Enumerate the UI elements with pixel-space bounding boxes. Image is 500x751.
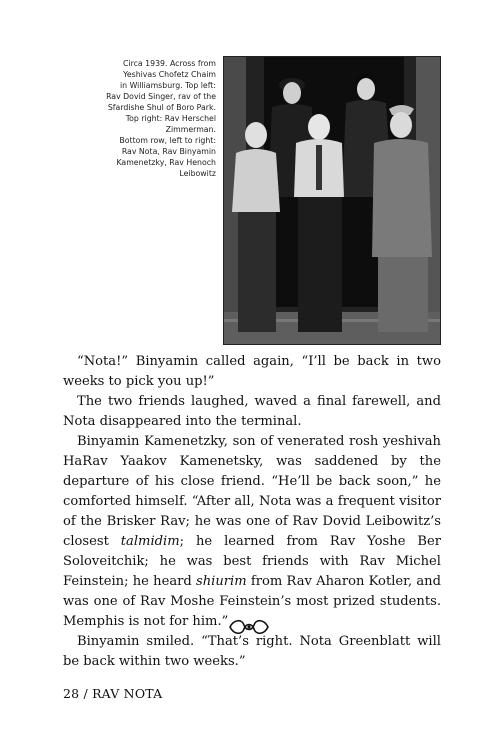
caption-line: Top right: Rav Herschel	[125, 114, 216, 123]
caption-line: Rav Dovid Singer, rav of the	[106, 92, 216, 101]
group-photo	[223, 56, 441, 345]
text-run: Binyamin Kamenetzky, son of venerated rosh yeshivah HaRav Yaakov Kamenetsky, was saddened by the departure of his close friend. “He’ll be back soon,” he comforted himself. “After all, Nota was a frequent visitor of the Brisker Rav; he was one of Rav Dovid Leibowitz’s closest	[63, 434, 441, 549]
caption-line: Kamenetzky, Rav Henoch	[116, 158, 216, 167]
paragraph: The two friends laughed, waved a final farewell, and Nota disappeared into the terminal.	[63, 394, 441, 429]
group-photo-illustration	[224, 57, 440, 344]
section-ornament-icon	[226, 617, 272, 637]
photo-caption	[56, 58, 216, 179]
paragraph: “Nota!” Binyamin called again, “I’ll be back in two weeks to pick you up!”	[63, 354, 441, 389]
caption-line: Sfardishe Shul of Boro Park.	[107, 103, 216, 112]
caption-line: Leibowitz	[179, 169, 216, 178]
caption-line: Rav Nota, Rav Binyamin	[121, 147, 216, 156]
text-run: ; he learned from Rav Yoshe Ber Soloveitchik; he was best friends with Rav Michel Feinstein; he heard	[63, 534, 441, 589]
italic-term: shiurim	[196, 574, 247, 589]
caption-line: Bottom row, left to right:	[119, 136, 216, 145]
caption-line: Zimmerman.	[165, 125, 216, 134]
caption-line: Circa 1939. Across from	[122, 59, 216, 68]
paragraph: Binyamin smiled. “That’s right. Nota Greenblatt will be back within two weeks.”	[63, 634, 441, 669]
caption-line: in Williamsburg. Top left:	[120, 81, 216, 90]
page-footer: 28 / RAV NOTA	[63, 686, 163, 701]
italic-term: talmidim	[120, 534, 180, 549]
paragraph	[63, 432, 441, 632]
caption-line: Yeshivas Chofetz Chaim	[123, 70, 216, 79]
text-run: from Rav Aharon Kotler, and was one of Rav Moshe Feinstein’s most prized students. Memphis is not for him.”	[63, 574, 441, 629]
